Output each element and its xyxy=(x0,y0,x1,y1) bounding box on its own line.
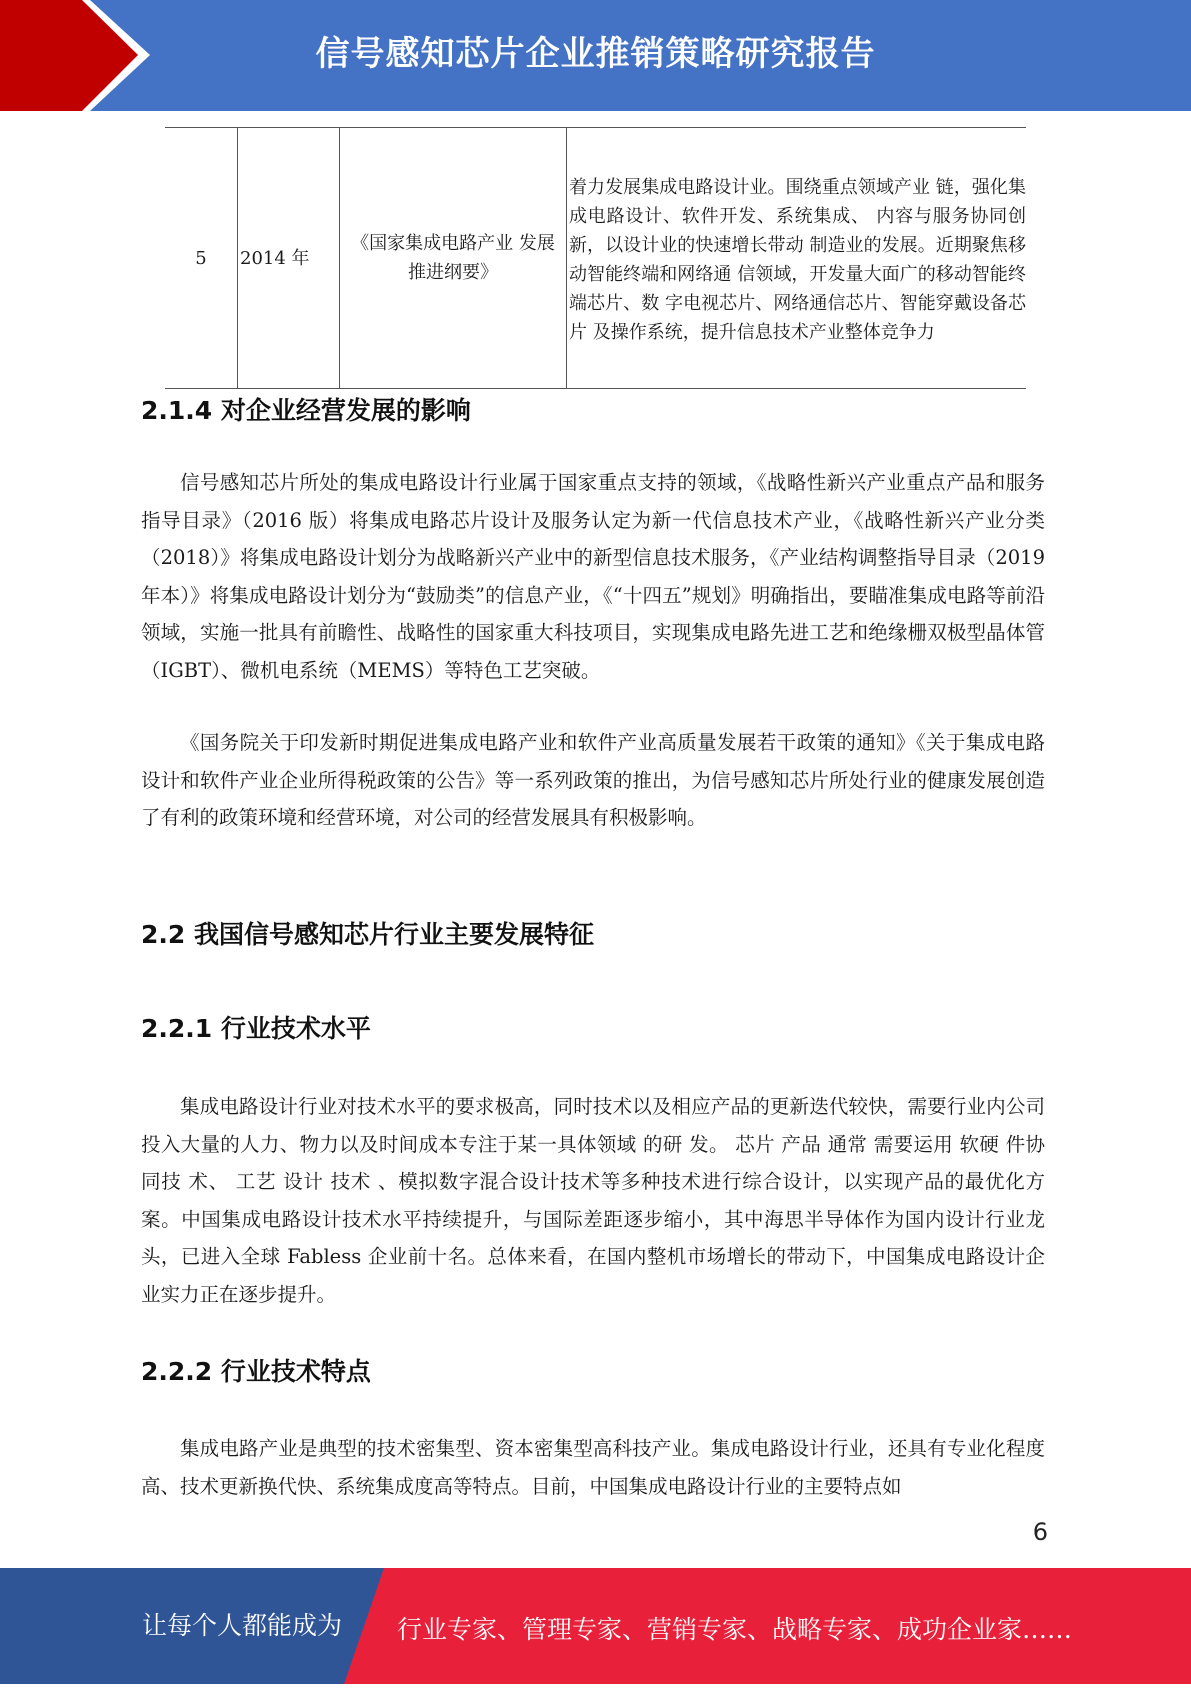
footer-banner xyxy=(0,1568,1191,1684)
policy-table xyxy=(165,127,1026,389)
footer-slogan-right: 行业专家、管理专家、营销专家、战略专家、成功企业家…… xyxy=(397,1615,1073,1644)
section-heading-2-1-4: 2.1.4 对企业经营发展的影响 xyxy=(141,396,471,425)
section-heading-2-2-1: 2.2.1 行业技术水平 xyxy=(141,1014,371,1043)
paragraph-2-2-2-1: 集成电路产业是典型的技术密集型、资本密集型高科技产业。集成电路设计行业，还具有专业化程度高、技术更新换代快、系统集成度高等特点。目前，中国集成电路设计行业的主要特点如 xyxy=(141,1437,1045,1498)
report-title: 信号感知芯片企业推销策略研究报告 xyxy=(315,34,876,74)
paragraph-2-2-1-1: 集成电路设计行业对技术水平的要求极高，同时技术以及相应产品的更新迭代较快，需要行业内公司投入大量的人力、物力以及时间成本专注于某一具体领域 的研 发。 芯片 产品 通常 需要运用 软硬 件协 同技 术、 工艺 设计 技术 、模拟数字混合设计技术等多种技术进行综合设计，以实现产品的最优化方案。中国集成电路设计技术水平持续提升，与国际差距逐步缩小，其中海思半导体作为国内设计行业龙头，已进入全球 Fabless 企业前十名。总体来看，在国内整机市场增长的带动下，中国集成电路设计企业实力正在逐步提升。 xyxy=(141,1095,1045,1306)
page-number: 6 xyxy=(1032,1518,1048,1546)
paragraph-2-1-4-1: 信号感知芯片所处的集成电路设计行业属于国家重点支持的领域，《战略性新兴产业重点产品和服务指导目录》（2016 版）将集成电路芯片设计及服务认定为新一代信息技术产业，《战略性新兴产业分类（2018）》将集成电路设计划分为战略新兴产业中的新型信息技术服务，《产业结构调整指导目录（2019 年本）》将集成电路设计划分为“鼓励类”的信息产业，《“十四五”规划》明确指出，要瞄准集成电路等前沿领域，实施一批具有前瞻性、战略性的国家重大科技项目，实现集成电路先进工艺和绝缘栅双极型晶体管（IGBT）、微机电系统（MEMS）等特色工艺突破。 xyxy=(141,471,1045,682)
policy-name-text: 《国家集成电路产业 发展推进纲要》 xyxy=(351,233,555,283)
table-cell-policy-name xyxy=(340,128,567,389)
section-heading-2-2-2: 2.2.2 行业技术特点 xyxy=(141,1357,371,1386)
table-cell-content: 着力发展集成电路设计业。围绕重点领域产业 链，强化集成电路设计、软件开发、系统集成、 内容与服务协同创新，以设计业的快速增长带动 制造业的发展。近期聚焦移动智能终端和网络通 信领域，开发量大面广的移动智能终端芯片、数 字电视芯片、网络通信芯片、智能穿戴设备芯片 及操作系统，提升信息技术产业整体竞争力 xyxy=(567,128,1027,389)
paragraph-2-1-4-2: 《国务院关于印发新时期促进集成电路产业和软件产业高质量发展若干政策的通知》《关于集成电路设计和软件产业企业所得税政策的公告》等一系列政策的推出，为信号感知芯片所处行业的健康发展创造了有利的政策环境和经营环境，对公司的经营发展具有积极影响。 xyxy=(141,731,1045,829)
header-banner xyxy=(0,0,1191,111)
table-cell-no: 5 xyxy=(165,128,238,389)
footer-slogan-left: 让每个人都能成为 xyxy=(142,1611,343,1640)
table-row xyxy=(165,128,1026,389)
header-arrow-icon xyxy=(0,0,160,111)
table-cell-year: 2014 年 xyxy=(238,128,340,389)
section-heading-2-2: 2.2 我国信号感知芯片行业主要发展特征 xyxy=(141,920,594,949)
